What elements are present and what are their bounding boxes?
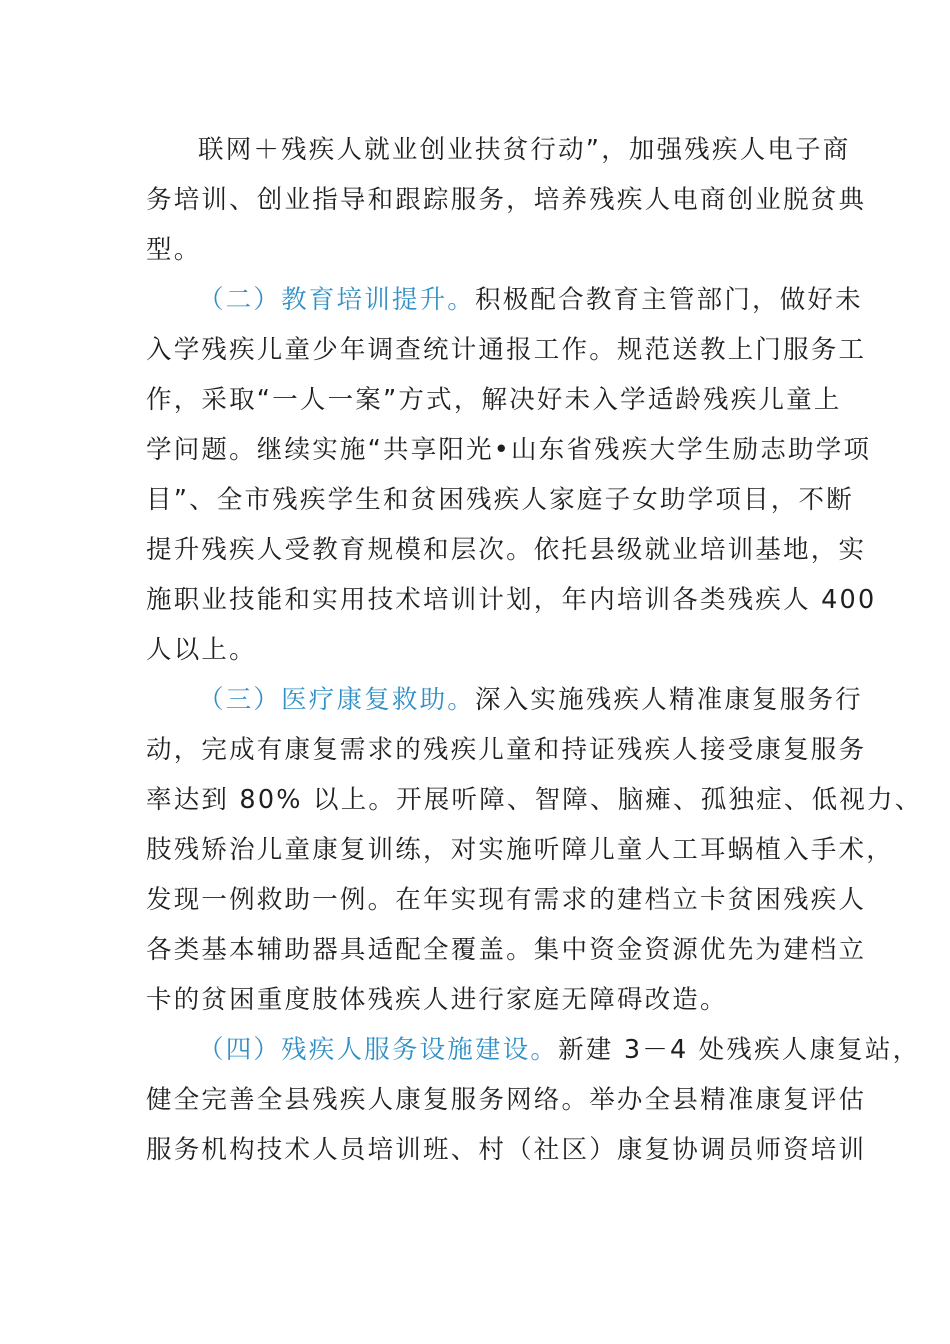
text-line	[146, 484, 854, 516]
text-line	[146, 884, 866, 916]
line-text: 入学残疾儿童少年调查统计通报工作。规范送教上门服务工	[146, 335, 867, 365]
section-heading-line	[198, 1034, 920, 1066]
line-text: 深入实施残疾人精准康复服务行	[475, 685, 863, 715]
text-line	[146, 384, 842, 416]
section-heading: （四）残疾人服务设施建设。	[198, 1035, 559, 1065]
text-line	[146, 934, 866, 966]
section-heading: （二）教育培训提升。	[198, 285, 476, 315]
text-line	[146, 784, 922, 816]
line-text: 动，完成有康复需求的残疾儿童和持证残疾人接受康复服务	[146, 735, 867, 765]
line-text: 肢残矫治儿童康复训练，对实施听障儿童人工耳蜗植入手术，	[146, 835, 894, 865]
line-text: 提升残疾人受教育规模和层次。依托县级就业培训基地，实	[146, 535, 867, 565]
line-text: 务培训、创业指导和跟踪服务，培养残疾人电商创业脱贫典	[146, 185, 867, 215]
line-text: 服务机构技术人员培训班、村（社区）康复协调员师资培训	[146, 1135, 867, 1165]
line-text: 卡的贫困重度肢体残疾人进行家庭无障碍改造。	[146, 985, 728, 1015]
text-line	[146, 584, 876, 616]
section-heading: （三）医疗康复救助。	[198, 685, 476, 715]
line-text: 目”、全市残疾学生和贫困残疾人家庭子女助学项目，不断	[146, 485, 854, 515]
text-line	[146, 1084, 866, 1116]
line-text: 健全完善全县残疾人康复服务网络。举办全县精准康复评估	[146, 1085, 867, 1115]
text-line	[146, 434, 871, 466]
line-text: 新建 3－4 处残疾人康复站，	[558, 1035, 921, 1065]
line-text: 积极配合教育主管部门，做好未	[475, 285, 863, 315]
line-text: 作，采取“一人一案”方式，解决好未入学适龄残疾儿童上	[146, 385, 842, 415]
line-text: 率达到 80% 以上。开展听障、智障、脑瘫、孤独症、低视力、	[146, 785, 923, 815]
line-text: 发现一例救助一例。在年实现有需求的建档立卡贫困残疾人	[146, 885, 867, 915]
line-text: 联网＋残疾人就业创业扶贫行动”，加强残疾人电子商	[198, 135, 851, 165]
text-line	[146, 734, 866, 766]
line-text: 型。	[146, 235, 202, 265]
text-line	[198, 134, 851, 166]
line-text: 学问题。继续实施“共享阳光•山东省残疾大学生励志助学项	[146, 435, 872, 465]
line-text: 人以上。	[146, 635, 257, 665]
text-line	[146, 834, 894, 866]
text-line	[146, 1134, 866, 1166]
text-line	[146, 984, 728, 1016]
section-heading-line	[198, 284, 863, 316]
text-line	[146, 634, 257, 666]
text-line	[146, 334, 866, 366]
text-line	[146, 184, 866, 216]
text-line	[146, 234, 201, 266]
text-line	[146, 534, 866, 566]
section-heading-line	[198, 684, 863, 716]
line-text: 施职业技能和实用技术培训计划，年内培训各类残疾人 400	[146, 585, 877, 615]
line-text: 各类基本辅助器具适配全覆盖。集中资金资源优先为建档立	[146, 935, 867, 965]
